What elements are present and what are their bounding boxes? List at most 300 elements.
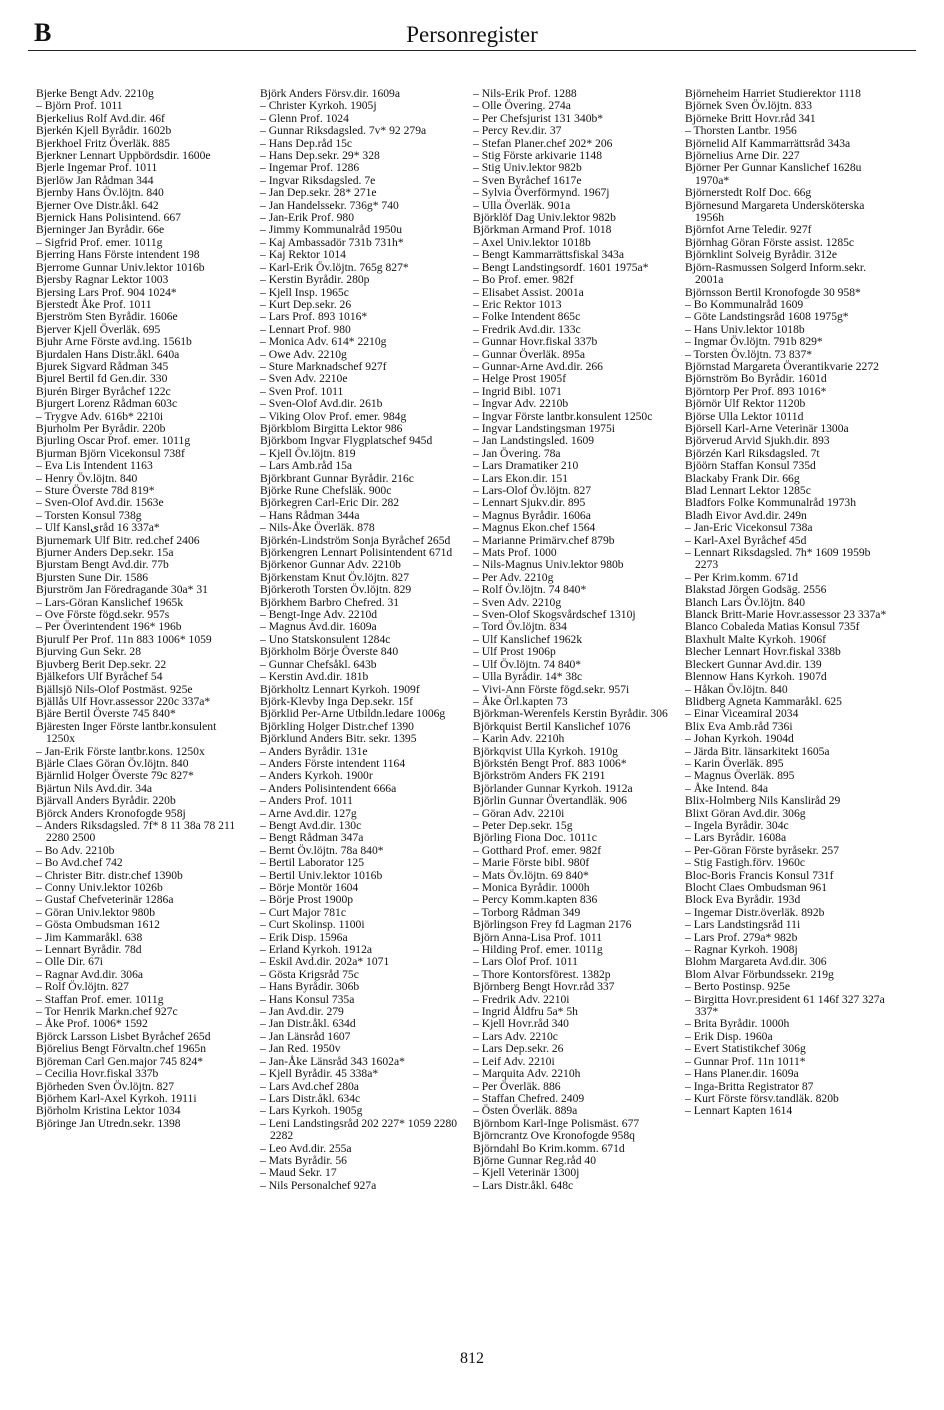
header-rule xyxy=(28,50,916,51)
index-entry: – Bo Kommunalråd 1609 xyxy=(685,297,804,311)
index-entry: Björkbom Ingvar Flygplatschef 945d xyxy=(260,434,433,448)
index-entry: Blanco Cobaleda Matias Konsul 735f xyxy=(685,620,860,634)
index-entry: – Gunnar Riksdagsled. 7v* 92 279a xyxy=(260,124,427,138)
index-entry: – Lars-Göran Kanslichef 1965k xyxy=(36,595,184,609)
index-entry: Bjerkhoel Fritz Överläk. 885 xyxy=(36,136,170,150)
index-entry: – Lars Distr.åkl. 648c xyxy=(473,1178,574,1192)
index-entry: Björsell Karl-Arne Veterinär 1300a xyxy=(685,421,849,435)
index-entry: Björkqvist Ulla Kyrkoh. 1910g xyxy=(473,744,618,758)
index-entry: – Fredrik Adv. 2210i xyxy=(473,992,570,1006)
index-entry: Bjerkelius Rolf Avd.dir. 46f xyxy=(36,111,165,125)
index-entry: – Arne Avd.dir. 127g xyxy=(260,806,357,820)
index-entry: Bjärvall Anders Byrådir. 220b xyxy=(36,794,176,808)
index-entry: – Ulf Öv.löjtn. 74 840* xyxy=(473,657,582,671)
index-entry: – Bo Prof. emer. 982f xyxy=(473,273,574,287)
index-entry: Blom Alvar Förbundssekr. 219g xyxy=(685,967,834,981)
index-entry: – Lars Prof. 893 1016* xyxy=(260,310,368,324)
index-entry: – Viking Olov Prof. emer. 984g xyxy=(260,409,407,423)
index-entry: Bjernby Hans Öv.löjtn. 840 xyxy=(36,186,164,200)
index-entry: – Sylvia Överförmynd. 1967j xyxy=(473,186,610,200)
index-entry: – Mats Byrådir. 56 xyxy=(260,1153,347,1167)
index-entry: – Nils-Erik Prof. 1288 xyxy=(473,87,577,100)
index-entry: – Jimmy Kommunalråd 1950u xyxy=(260,223,403,237)
index-entry: – Lars Landstingsråd 11i xyxy=(685,918,801,932)
index-entry: Björn Anna-Lisa Prof. 1011 xyxy=(473,930,603,944)
index-entry: Björlingson Frey fd Lagman 2176 xyxy=(473,918,632,932)
index-entry: Bjerke Bengt Adv. 2210g xyxy=(36,87,154,100)
index-entry: – Håkan Öv.löjtn. 840 xyxy=(685,682,788,696)
index-entry: – Sven Prof. 1011 xyxy=(260,384,344,398)
index-entry: Blidberg Agneta Kammaråkl. 625 xyxy=(685,694,842,708)
index-entry: – Mats Öv.löjtn. 69 840* xyxy=(473,868,589,882)
index-entry: Bjurek Sigvard Rådman 345 xyxy=(36,359,169,373)
index-entry: Björnek Sven Öv.löjtn. 833 xyxy=(685,99,813,113)
index-entry: Bjernick Hans Polisintend. 667 xyxy=(36,211,181,225)
index-entry: – Uno Statskonsulent 1284c xyxy=(260,632,391,646)
index-entry: Björling Fiona Doc. 1011c xyxy=(473,831,597,845)
index-entry: Björndahl Bo Krim.komm. 671d xyxy=(473,1141,625,1155)
index-entry: Björinge Jan Utredn.sekr. 1398 xyxy=(36,1116,181,1130)
index-entry: – Rolf Öv.löjtn. 827 xyxy=(36,980,129,994)
index-entry: – Kurt Dep.sekr. 26 xyxy=(260,297,352,311)
index-entry: Björholm Kristina Lektor 1034 xyxy=(36,1104,181,1118)
index-entry: – Åke Örl.kapten 73 xyxy=(473,694,568,708)
index-entry: – Ingvar Riksdagsled. 7e xyxy=(260,173,376,187)
index-entry: – Fredrik Avd.dir. 133c xyxy=(473,322,581,336)
index-entry: – Curt Skolinsp. 1100i xyxy=(260,918,365,932)
index-entry: – Hans Dep.råd 15c xyxy=(260,136,353,150)
index-entry: Bjurström Jan Föredragande 30a* 31 xyxy=(36,583,208,597)
index-entry: Bjäresten Inger Förste lantbr.konsulent 1250x xyxy=(36,719,217,746)
index-entry: – Ulla Överläk. 901a xyxy=(473,198,571,212)
index-entry: – Anders Prof. 1011 xyxy=(260,794,353,808)
index-entry: – Erik Disp. 1960a xyxy=(685,1029,773,1043)
index-entry: – Ingmar Öv.löjtn. 791b 829* xyxy=(685,335,823,349)
index-entry: – Eric Rektor 1013 xyxy=(473,297,562,311)
index-entry: Björk Anders Försv.dir. 1609a xyxy=(260,87,400,100)
index-entry: – Per Adv. 2210g xyxy=(473,570,554,584)
index-entry: – Thorsten Lantbr. 1956 xyxy=(685,124,797,138)
index-entry: – Marquita Adv. 2210h xyxy=(473,1067,581,1081)
index-entry: Bjälkefors Ulf Byråchef 54 xyxy=(36,670,163,684)
index-entry: – Olle Övering. 274a xyxy=(473,99,571,113)
index-entry: – Sven Adv. 2210e xyxy=(260,372,348,386)
index-entry: Björnhag Göran Förste assist. 1285c xyxy=(685,235,855,249)
index-entry: – Börje Montör 1604 xyxy=(260,881,359,894)
index-column-4 xyxy=(685,88,895,1118)
index-entry: – Ingvar Förste lantbr.konsulent 1250c xyxy=(473,409,653,423)
index-entry: – Bertil Univ.lektor 1016b xyxy=(260,868,383,882)
index-entry: Bjersby Ragnar Lektor 1003 xyxy=(36,273,169,287)
index-entry: – Per Krim.komm. 671d xyxy=(685,570,799,584)
index-entry: Björck Anders Kronofogde 958j xyxy=(36,806,186,820)
index-entry: Björkengren Lennart Polisintendent 671d xyxy=(260,546,453,560)
index-entry: – Stig Univ.lektor 982b xyxy=(473,161,582,175)
index-entry: – Lars Byrådir. 1608a xyxy=(685,831,787,845)
index-entry: – Kurt Förste försv.tandläk. 820b xyxy=(685,1091,839,1105)
page-header xyxy=(28,14,916,54)
index-entry: Björkholtz Lennart Kyrkoh. 1909f xyxy=(260,682,420,696)
index-entry: Björneheim Harriet Studierektor 1118 xyxy=(685,87,861,100)
index-entry: – Christer Kyrkoh. 1905j xyxy=(260,99,377,113)
index-entry: – Kaj Rektor 1014 xyxy=(260,248,346,262)
index-entry: Björklid Per-Arne Utbildn.ledare 1006g xyxy=(260,707,446,721)
index-entry: – Per-Göran Förste byråsekr. 257 xyxy=(685,843,839,857)
index-entry: – Gunnar Hovr.fiskal 337b xyxy=(473,335,598,349)
index-entry: – Torsten Konsul 738g xyxy=(36,508,142,522)
index-entry: – Ingrid Åldfru 5a* 5h xyxy=(473,1005,578,1019)
index-entry: – Karin Överläk. 895 xyxy=(685,756,784,770)
index-entry: – Per Chefsjurist 131 340b* xyxy=(473,111,604,125)
index-entry: Björk-Klevby Inga Dep.sekr. 15f xyxy=(260,694,413,708)
index-entry: – Sture Marknadschef 927f xyxy=(260,359,387,373)
index-entry: Björneke Britt Hovr.råd 341 xyxy=(685,111,816,125)
index-entry: – Stefan Planer.chef 202* 206 xyxy=(473,136,613,150)
index-entry: – Bernt Öv.löjtn. 78a 840* xyxy=(260,843,384,857)
index-entry: – Nils-Åke Överläk. 878 xyxy=(260,521,375,535)
index-entry: Björverud Arvid Sjukh.dir. 893 xyxy=(685,434,830,448)
index-entry: – Marianne Primärv.chef 879b xyxy=(473,533,615,547)
index-entry: – Glenn Prof. 1024 xyxy=(260,111,349,125)
index-entry: – Lars Amb.råd 15a xyxy=(260,459,353,473)
index-entry: Björkén-Lindström Sonja Byråchef 265d xyxy=(260,533,451,547)
index-entry: Björkegren Carl-Eric Dir. 282 xyxy=(260,496,400,510)
index-entry: – Thore Kontorsförest. 1382p xyxy=(473,967,611,981)
index-entry: – Gunnar Överläk. 895a xyxy=(473,347,586,361)
index-entry: – Sigfrid Prof. emer. 1011g xyxy=(36,235,163,249)
index-entry: Björkman-Werenfels Kerstin Byrådir. 306 xyxy=(473,707,668,721)
index-entry: Björkholm Börje Överste 840 xyxy=(260,645,399,659)
index-entry: – Tor Henrik Markn.chef 927c xyxy=(36,1005,178,1019)
index-entry: – Börje Prost 1900p xyxy=(260,893,354,907)
index-entry: – Bengt Rådman 347a xyxy=(260,831,364,845)
index-entry: Björklund Anders Bitr. sekr. 1395 xyxy=(260,732,417,746)
index-entry: Bjerle Ingemar Prof. 1011 xyxy=(36,161,158,175)
index-entry: – Leif Adv. 2210i xyxy=(473,1054,555,1068)
index-entry: – Curt Major 781c xyxy=(260,905,346,919)
index-entry: – Bo Avd.chef 742 xyxy=(36,856,123,870)
index-entry: Bjuvberg Berit Dep.sekr. 22 xyxy=(36,657,167,671)
index-entry: Bjurstam Bengt Avd.dir. 77b xyxy=(36,558,169,572)
index-entry: – Ingrid Bibl. 1071 xyxy=(473,384,562,398)
index-entry: – Christer Bitr. distr.chef 1390b xyxy=(36,868,183,882)
index-entry: – Cecilia Hovr.fiskal 337b xyxy=(36,1067,159,1081)
index-entry: Bjerver Kjell Överläk. 695 xyxy=(36,322,161,336)
index-entry: Björn-Rasmussen Solgerd Inform.sekr. 2001a xyxy=(685,260,866,287)
index-entry: – Hans Univ.lektor 1018b xyxy=(685,322,805,336)
index-entry: Björke Rune Chefsläk. 900c xyxy=(260,484,392,497)
index-entry: – Kerstin Avd.dir. 181b xyxy=(260,670,369,684)
index-entry: Björeman Carl Gen.major 745 824* xyxy=(36,1054,204,1068)
index-entry: – Lars Kyrkoh. 1905g xyxy=(260,1104,363,1118)
index-entry: – Lars Adv. 2210c xyxy=(473,1029,558,1043)
index-entry: Bjerrome Gunnar Univ.lektor 1016b xyxy=(36,260,205,274)
index-entry: Björlander Gunnar Kyrkoh. 1912a xyxy=(473,781,633,795)
index-entry: – Marie Förste bibl. 980f xyxy=(473,856,590,870)
index-entry: – Percy Rev.dir. 37 xyxy=(473,124,562,138)
index-entry: – Magnus Ekon.chef 1564 xyxy=(473,521,596,535)
index-entry: – Hilding Prof. emer. 1011g xyxy=(473,943,603,957)
index-entry: – Jan Distr.åkl. 634d xyxy=(260,1017,356,1031)
index-entry: – Lars Ekon.dir. 151 xyxy=(473,471,568,485)
index-entry: – Eskil Avd.dir. 202a* 1071 xyxy=(260,955,390,969)
index-entry: – Lars Olof Prof. 1011 xyxy=(473,955,578,969)
index-entry: Bjerring Hans Förste intendent 198 xyxy=(36,248,200,262)
index-entry: – Staffan Prof. emer. 1011g xyxy=(36,992,164,1006)
index-entry: – Jan Dep.sekr. 28* 271e xyxy=(260,186,377,200)
index-entry: Bjurving Gun Sekr. 28 xyxy=(36,645,141,659)
index-entry: – Gustaf Chefveterinär 1286a xyxy=(36,893,174,907)
index-entry: – Ulf Kanslیråd 16 337a* xyxy=(36,521,160,535)
index-entry: – Per Överläk. 886 xyxy=(473,1079,561,1093)
index-entry: Björse Ulla Lektor 1011d xyxy=(685,409,804,423)
index-entry: Björnelid Alf Kammarrättsråd 343a xyxy=(685,136,851,150)
index-entry: – Björn Prof. 1011 xyxy=(36,99,123,113)
index-entry: Björnberg Bengt Hovr.råd 337 xyxy=(473,980,615,994)
index-entry: – Göran Adv. 2210i xyxy=(473,806,565,820)
index-entry: Björlin Gunnar Övertandläk. 906 xyxy=(473,794,627,808)
index-entry: – Einar Viceamiral 2034 xyxy=(685,707,799,721)
index-entry: – Owe Adv. 2210g xyxy=(260,347,347,361)
index-entry: – Henry Öv.löjtn. 840 xyxy=(36,471,138,485)
index-entry: Bjurling Oscar Prof. emer. 1011g xyxy=(36,434,191,448)
index-entry: Björncrantz Ove Kronofogde 958q xyxy=(473,1129,635,1143)
index-entry: – Lars Avd.chef 280a xyxy=(260,1079,359,1093)
index-entry: Björnfot Arne Teledir. 927f xyxy=(685,223,812,237)
index-entry: – Lennart Kapten 1614 xyxy=(685,1104,793,1118)
index-entry: Blocht Claes Ombudsman 961 xyxy=(685,881,828,894)
index-entry: – Östen Överläk. 889a xyxy=(473,1104,578,1118)
index-entry: – Lars-Olof Öv.löjtn. 827 xyxy=(473,484,592,497)
index-entry: – Inga-Britta Registrator 87 xyxy=(685,1079,814,1093)
index-column-2 xyxy=(260,88,470,1192)
index-entry: – Jan Övering. 78a xyxy=(473,446,561,460)
index-entry: – Ove Förste fögd.sekr. 957s xyxy=(36,608,170,622)
index-entry: – Jim Kammaråkl. 638 xyxy=(36,930,143,944)
index-entry: Björne Gunnar Reg.råd 40 xyxy=(473,1153,596,1167)
index-entry: Bjurulf Per Prof. 11n 883 1006* 1059 xyxy=(36,632,212,646)
index-entry: Bjerlöw Jan Rådman 344 xyxy=(36,173,154,187)
index-entry: – Staffan Chefred. 2409 xyxy=(473,1091,585,1105)
index-entry: Bjerninger Jan Byrådir. 66e xyxy=(36,223,165,237)
index-entry: – Stig Fastigh.förv. 1960c xyxy=(685,856,806,870)
index-column-3 xyxy=(473,88,683,1192)
index-entry: – Åke Intend. 84a xyxy=(685,781,769,795)
index-entry: – Conny Univ.lektor 1026b xyxy=(36,881,163,894)
index-entry: – Jan-Åke Länsråd 343 1602a* xyxy=(260,1054,405,1068)
index-entry: – Sven-Olof Avd.dir. 1563e xyxy=(36,496,164,510)
index-entry: – Monica Adv. 614* 2210g xyxy=(260,335,387,349)
index-entry: Blix-Holmberg Nils Kanslіråd 29 xyxy=(685,794,841,808)
index-entry: Björkenstam Knut Öv.löjtn. 827 xyxy=(260,570,409,584)
page-number: 812 xyxy=(460,1350,484,1367)
index-entry: – Hans Konsul 735a xyxy=(260,992,355,1006)
index-entry: – Anders Polisintendent 666a xyxy=(260,781,397,795)
index-entry: Blennow Hans Kyrkoh. 1907d xyxy=(685,670,827,684)
index-entry: – Karl-Axel Byråchef 45d xyxy=(685,533,807,547)
index-entry: – Lennart Prof. 980 xyxy=(260,322,351,336)
index-entry: Blanck Britt-Marie Hovr.assessor 23 337a* xyxy=(685,608,887,622)
index-entry: Björkström Anders FK 2191 xyxy=(473,769,606,783)
index-entry: – Jan-Eric Vicekonsul 738a xyxy=(685,521,813,535)
index-entry: – Hans Dep.sekr. 29* 328 xyxy=(260,149,380,163)
index-entry: – Ingela Byrådir. 304c xyxy=(685,818,789,832)
index-entry: Björnstad Margareta Överantikvarie 2272 xyxy=(685,359,879,373)
index-entry: Björntorp Per Prof. 893 1016* xyxy=(685,384,827,398)
index-entry: Björkbrant Gunnar Byrådir. 216c xyxy=(260,471,414,485)
index-entry: – Gunnar Chefsåkl. 643b xyxy=(260,657,377,671)
index-entry: Bjerstedt Åke Prof. 1011 xyxy=(36,297,152,311)
index-entry: – Birgitta Hovr.president 61 146f 327 327a 337* xyxy=(685,992,885,1019)
index-entry: – Kaj Ambassadör 731b 731h* xyxy=(260,235,404,249)
index-entry: – Hans Rådman 344a xyxy=(260,508,360,522)
index-entry: Bjerkner Lennart Uppbördsdir. 1600e xyxy=(36,149,211,163)
index-entry: – Jan Avd.dir. 279 xyxy=(260,1005,344,1019)
index-entry: Björnbom Karl-Inge Polismäst. 677 xyxy=(473,1116,640,1130)
index-entry: – Bengt Avd.dir. 130c xyxy=(260,818,362,832)
index-entry: – Eva Lis Intendent 1163 xyxy=(36,459,153,473)
index-entry: – Jan Länsråd 1607 xyxy=(260,1029,351,1043)
index-column-1 xyxy=(36,88,246,1130)
index-entry: – Brita Byrådir. 1000h xyxy=(685,1017,790,1031)
index-entry: Björklöf Dag Univ.lektor 982b xyxy=(473,211,616,225)
index-entry: Björnör Ulf Rektor 1120b xyxy=(685,397,806,411)
index-entry: – Jan-Erik Förste lantbr.kons. 1250x xyxy=(36,744,205,758)
index-entry: Björheden Sven Öv.löjtn. 827 xyxy=(36,1079,175,1093)
index-entry: Bjäre Bertil Överste 745 840* xyxy=(36,707,176,721)
index-entry: – Gösta Ombudsman 1612 xyxy=(36,918,160,932)
index-entry: – Gotthard Prof. emer. 982f xyxy=(473,843,602,857)
index-entry: – Vivi-Ann Förste fögd.sekr. 957i xyxy=(473,682,630,696)
index-entry: – Jan-Erik Prof. 980 xyxy=(260,211,355,225)
index-entry: – Ingvar Adv. 2210b xyxy=(473,397,569,411)
index-entry: – Stig Förste arkivarie 1148 xyxy=(473,149,603,163)
index-entry: Bjärnlid Holger Överste 79c 827* xyxy=(36,769,194,783)
index-entry: – Magnus Överläk. 895 xyxy=(685,769,795,783)
index-entry: Björzén Karl Riksdagsled. 7t xyxy=(685,446,820,460)
index-entry: Björck Larsson Lisbet Byråchef 265d xyxy=(36,1029,211,1043)
index-entry: – Ulla Byrådir. 14* 38c xyxy=(473,670,583,684)
index-entry: Björhem Karl-Axel Kyrkoh. 1911i xyxy=(36,1091,197,1105)
index-entry: – Bengt Landstingsordf. 1601 1975a* xyxy=(473,260,649,274)
index-entry: Björkquist Bertil Kanslichef 1076 xyxy=(473,719,631,733)
index-entry: Bjerner Ove Distr.åkl. 642 xyxy=(36,198,159,212)
index-entry: – Johan Kyrkoh. 1904d xyxy=(685,732,794,746)
index-entry: – Sven-Olof Skogsvårdschef 1310j xyxy=(473,608,636,622)
index-entry: – Anders Kyrkoh. 1900r xyxy=(260,769,373,783)
index-entry: – Bengt Kammarrättsfiskal 343a xyxy=(473,248,625,262)
index-entry: Bleckert Gunnar Avd.dir. 139 xyxy=(685,657,822,671)
page-title: Personregister xyxy=(406,22,538,47)
index-entry: Björnström Bo Byrådir. 1601d xyxy=(685,372,827,386)
index-entry: – Berto Postinsp. 925e xyxy=(685,980,790,994)
index-entry: Bjurner Anders Dep.sekr. 15a xyxy=(36,546,174,560)
index-entry: Björkeroth Torsten Öv.löjtn. 829 xyxy=(260,583,412,597)
index-entry: – Nils Personalchef 927a xyxy=(260,1178,377,1192)
index-entry: – Bertil Laborator 125 xyxy=(260,856,364,870)
index-entry: Bjurgert Lorenz Rådman 603c xyxy=(36,397,178,411)
index-entry: – Kerstin Byrådir. 280p xyxy=(260,273,370,287)
index-entry: Bjärle Claes Göran Öv.löjtn. 840 xyxy=(36,756,189,770)
index-entry: Bjöörn Staffan Konsul 735d xyxy=(685,459,816,473)
index-entry: – Jan Landstingsled. 1609 xyxy=(473,434,595,448)
index-entry: – Olle Dir. 67i xyxy=(36,955,103,969)
index-entry: – Jan Red. 1950v xyxy=(260,1042,341,1056)
index-entry: – Ingemar Distr.överläk. 892b xyxy=(685,905,825,919)
index-entry: – Åke Prof. 1006* 1592 xyxy=(36,1017,148,1031)
index-entry: – Lars Distr.åkl. 634c xyxy=(260,1091,361,1105)
index-entry: – Trygve Adv. 616b* 2210i xyxy=(36,409,164,423)
index-entry: Bladfors Folke Kommunalråd 1973h xyxy=(685,496,856,510)
index-entry: Blanch Lars Öv.löjtn. 840 xyxy=(685,595,805,609)
index-entry: – Kjell Öv.löjtn. 819 xyxy=(260,446,356,460)
index-entry: – Torborg Rådman 349 xyxy=(473,905,581,919)
index-entry: Bjursten Sune Dir. 1586 xyxy=(36,570,149,584)
index-entry: Blecher Lennart Hovr.fiskal 338b xyxy=(685,645,841,659)
index-entry: – Sven Byråchef 1617e xyxy=(473,173,582,187)
index-entry: – Ulf Prost 1906p xyxy=(473,645,556,659)
index-entry: Bjällsjö Nils-Olof Postmäst. 925e xyxy=(36,682,193,696)
index-entry: – Anders Förste intendent 1164 xyxy=(260,756,406,770)
index-entry: – Evert Statistikchef 306g xyxy=(685,1042,806,1056)
index-entry: – Tord Öv.löjtn. 834 xyxy=(473,620,567,634)
index-entry: – Leni Landstingsråd 202 227* 1059 2280 2282 xyxy=(260,1116,458,1143)
index-entry: Björnklint Solveig Byrådir. 312e xyxy=(685,248,837,262)
index-entry: Blackaby Frank Dir. 66g xyxy=(685,471,800,485)
index-entry: – Kjell Byrådir. 45 338a* xyxy=(260,1067,379,1081)
index-entry: Bjärtun Nils Avd.dir. 34a xyxy=(36,781,153,795)
index-entry: – Bo Adv. 2210b xyxy=(36,843,115,857)
index-entry: – Erik Disp. 1596a xyxy=(260,930,348,944)
index-entry: – Kjell Hovr.råd 340 xyxy=(473,1017,569,1031)
index-entry: – Karl-Erik Öv.löjtn. 765g 827* xyxy=(260,260,409,274)
index-entry: – Magnus Avd.dir. 1609a xyxy=(260,620,377,634)
index-entry: Bjuhr Arne Förste avd.ing. 1561b xyxy=(36,335,192,349)
index-entry: – Helge Prost 1905f xyxy=(473,372,567,386)
index-entry: Blohm Margareta Avd.dir. 306 xyxy=(685,955,827,969)
index-entry: – Karin Adv. 2210h xyxy=(473,732,565,746)
index-entry: – Lennart Sjukv.dir. 895 xyxy=(473,496,586,510)
index-entry: – Per Överintendent 196* 196b xyxy=(36,620,182,634)
index-entry: – Hans Planer.dir. 1609a xyxy=(685,1067,799,1081)
index-entry: – Sven-Olof Avd.dir. 261b xyxy=(260,397,383,411)
index-entry: – Sture Överste 78d 819* xyxy=(36,484,155,497)
index-entry: – Hans Byrådir. 306b xyxy=(260,980,360,994)
index-entry: – Nils-Magnus Univ.lektor 980b xyxy=(473,558,624,572)
index-entry: Björkman Armand Prof. 1018 xyxy=(473,223,612,237)
index-entry: – Axel Univ.lektor 1018b xyxy=(473,235,591,249)
index-entry: – Ragnar Avd.dir. 306a xyxy=(36,967,144,981)
index-entry: – Anders Riksdagsled. 7f* 8 11 38a 78 211 2280 2500 xyxy=(36,818,236,845)
index-entry: – Jan Handelssekr. 736g* 740 xyxy=(260,198,399,212)
index-entry: Blaxhult Malte Kyrkoh. 1906f xyxy=(685,632,827,646)
index-entry: – Lars Dep.sekr. 26 xyxy=(473,1042,564,1056)
index-entry: – Järda Bitr. länsarkitekt 1605a xyxy=(685,744,830,758)
index-entry: – Gunnar-Arne Avd.dir. 266 xyxy=(473,359,603,373)
index-entry: – Folke Intendent 865c xyxy=(473,310,581,324)
index-entry: Bjerström Sten Byrådir. 1606e xyxy=(36,310,178,324)
index-entry: – Maud Sekr. 17 xyxy=(260,1166,337,1180)
index-entry: – Magnus Byrådir. 1606a xyxy=(473,508,591,522)
index-entry: Blixt Göran Avd.dir. 306g xyxy=(685,806,806,820)
index-entry: Block Eva Byrådir. 193d xyxy=(685,893,801,907)
section-letter: B xyxy=(34,18,52,47)
index-entry: – Lars Dramatiker 210 xyxy=(473,459,579,473)
index-entry: – Peter Dep.sekr. 15g xyxy=(473,818,573,832)
index-entry: – Ulf Kanslichef 1962k xyxy=(473,632,583,646)
index-entry: Björkhem Barbro Chefred. 31 xyxy=(260,595,400,609)
index-entry: – Rolf Öv.löjtn. 74 840* xyxy=(473,583,587,597)
